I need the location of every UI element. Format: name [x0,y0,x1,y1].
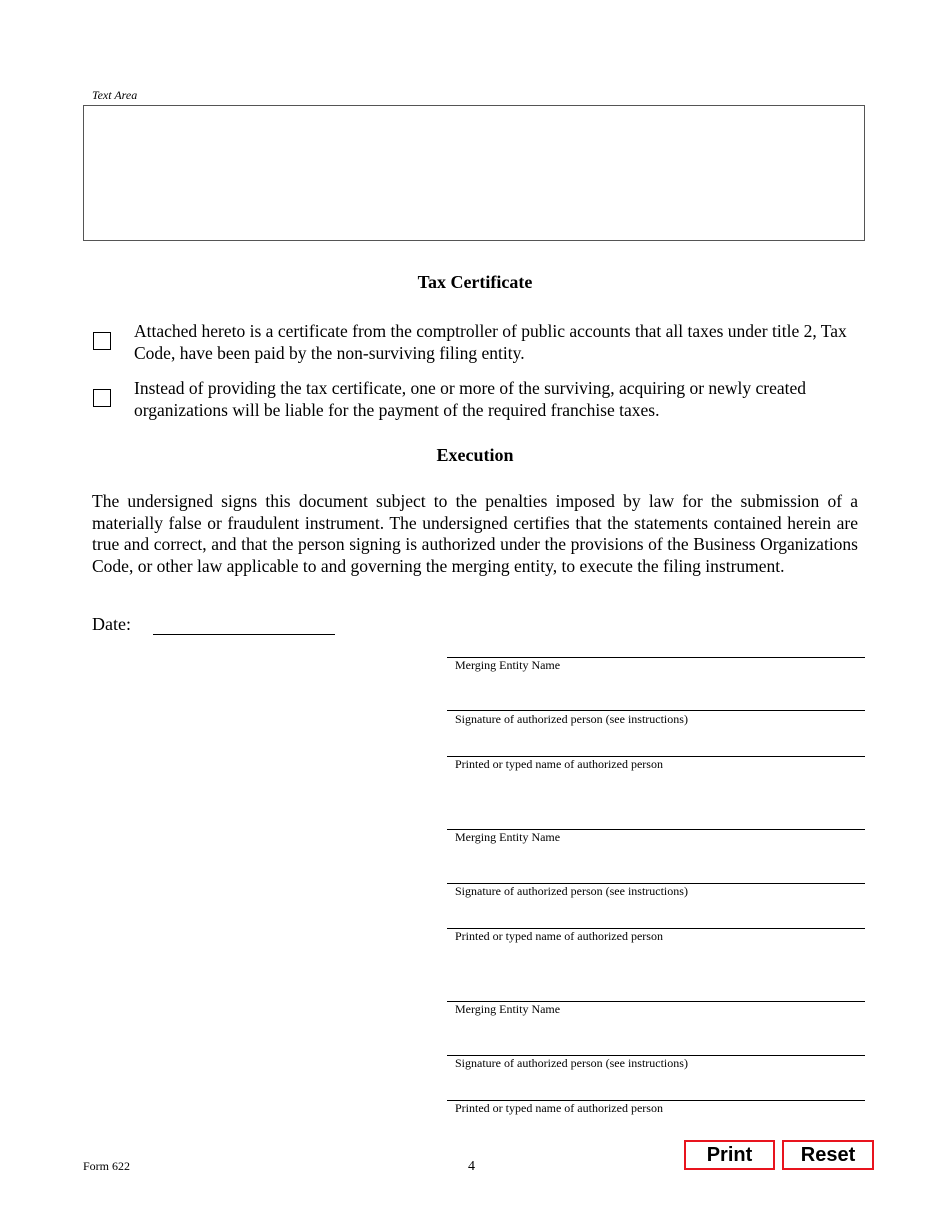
merging-entity-name-label: Merging Entity Name [455,658,561,672]
signature-label: Signature of authorized person (see instructions) [455,1056,688,1070]
tax-certificate-attached-text: Attached hereto is a certificate from the comptroller of public accounts that all taxes under title 2, Tax Code, have been paid by the non-surviving filing entity. [134,321,847,363]
merging-entity-name-label: Merging Entity Name [455,1002,561,1016]
signature-field[interactable] [447,710,865,711]
tax-certificate-attached-checkbox[interactable] [93,332,111,350]
signature-label: Signature of authorized person (see instructions) [455,884,688,898]
text-area-label: Text Area [92,88,138,102]
printed-name-label: Printed or typed name of authorized person [455,1101,663,1115]
tax-certificate-heading: Tax Certificate [417,272,533,292]
date-label: Date: [92,614,131,634]
page-number: 4 [468,1159,475,1174]
printed-name-label: Printed or typed name of authorized person [455,757,663,771]
print-button[interactable]: Print [684,1140,775,1170]
signature-label: Signature of authorized person (see instructions) [455,712,688,726]
printed-name-label: Printed or typed name of authorized person [455,929,663,943]
form-number: Form 622 [83,1159,131,1173]
date-field[interactable] [153,634,335,635]
reset-button[interactable]: Reset [782,1140,874,1170]
tax-liability-checkbox[interactable] [93,389,111,407]
text-area-input[interactable] [83,105,865,241]
execution-heading: Execution [436,445,514,465]
merging-entity-name-label: Merging Entity Name [455,830,561,844]
tax-liability-text: Instead of providing the tax certificate, one or more of the surviving, acquiring or newly created organizations will be liable for the payment of the required franchise taxes. [134,378,807,420]
execution-paragraph: The undersigned signs this document subject to the penalties imposed by law for the submission of a materially false or fraudulent instrument. The undersigned certifies that the statements contained herein are true and correct, and that the person signing is authorized under the provisions of the Business Organizations Code, or other law applicable to and governing the merging entity, to execute the filing instrument. [92,491,858,576]
